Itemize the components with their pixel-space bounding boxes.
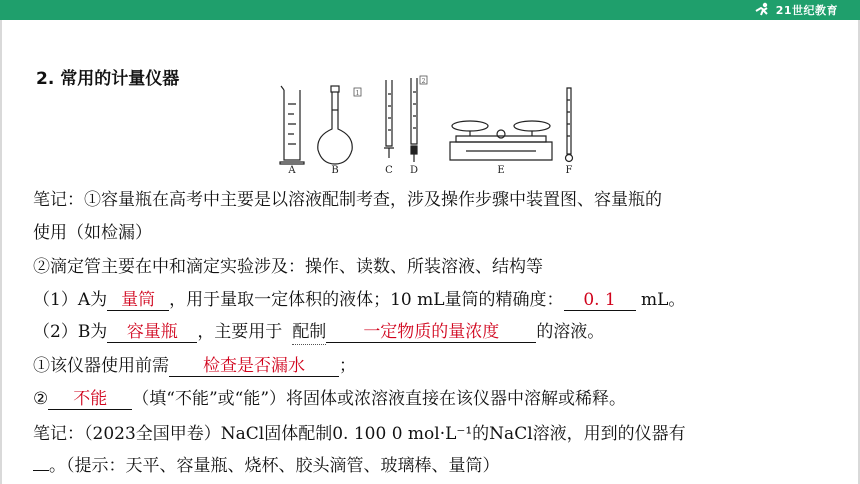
q2-answer-concentration: 一定物质的量浓度 <box>326 322 536 343</box>
brand-logo <box>752 1 838 19</box>
note2: ②滴定管主要在中和滴定实验涉及：操作、读数、所装溶液、结构等 <box>33 257 543 277</box>
q4-suffix: （填“不能”或“能”）将固体或浓溶液直接在该仪器中溶解或稀释。 <box>132 389 627 409</box>
q1-middle: ，用于量取一定体积的液体；10 mL量筒的精确度： <box>169 290 564 310</box>
q3-suffix: ； <box>339 356 356 376</box>
question-4 <box>33 387 626 411</box>
q4-prefix: ② <box>33 389 49 409</box>
q2-prefix: （2）B为 <box>33 322 108 342</box>
graduated-cylinder-icon <box>280 86 304 164</box>
label-d: D <box>409 165 419 174</box>
mark-1: 1 <box>355 90 360 97</box>
q2-middle1: ，主要用于 <box>197 322 283 342</box>
note1-line1: 笔记：①容量瓶在高考中主要是以溶液配制考查，涉及操作步骤中装置图、容量瓶的 <box>33 190 662 210</box>
q3-prefix: ①该仪器使用前需 <box>33 356 169 376</box>
burette-base-icon <box>411 78 417 162</box>
note3-line2-text: 。（提示：天平、容量瓶、烧杯、胶头滴管、玻璃棒、量筒） <box>49 456 500 476</box>
label-c: C <box>385 165 393 174</box>
q3-answer-leak-check: 检查是否漏水 <box>169 356 339 377</box>
burette-acid-icon <box>384 80 394 158</box>
question-1 <box>33 288 685 312</box>
label-f: F <box>565 165 573 174</box>
note1-line2: 使用（如检漏） <box>33 223 152 243</box>
q4-answer-cannot: 不能 <box>48 389 132 410</box>
note3-line2 <box>33 454 500 478</box>
left-border <box>0 20 2 484</box>
balance-icon <box>450 121 552 160</box>
brand-name: 21世纪教育 <box>775 4 838 17</box>
question-3 <box>33 354 356 378</box>
mark-2: 2 <box>421 78 426 85</box>
label-a: A <box>288 165 296 174</box>
q1-answer-cylinder: 量筒 <box>107 290 169 311</box>
question-2 <box>33 320 604 345</box>
label-e: E <box>497 165 505 174</box>
note3-blank <box>33 470 49 471</box>
q2-answer-flask: 容量瓶 <box>107 322 197 343</box>
thermometer-icon <box>566 88 573 162</box>
q2-suffix: 的溶液。 <box>536 322 605 342</box>
q1-prefix: （1）A为 <box>33 290 108 310</box>
q2-middle2: 配制 <box>292 320 326 345</box>
header-bar <box>0 0 860 20</box>
label-b: B <box>331 165 339 174</box>
section-title: 2. 常用的计量仪器 <box>36 69 180 89</box>
apparatus-figure <box>270 74 590 174</box>
note3-line1: 笔记：（2023全国甲卷）NaCl固体配制0. 100 0 mol·L⁻¹的NaCl溶液，用到的仪器有 <box>33 424 686 444</box>
volumetric-flask-icon <box>318 86 352 164</box>
q1-answer-precision: 0. 1 <box>564 290 636 311</box>
q1-suffix: mL。 <box>635 290 686 310</box>
runner-icon <box>752 2 772 18</box>
